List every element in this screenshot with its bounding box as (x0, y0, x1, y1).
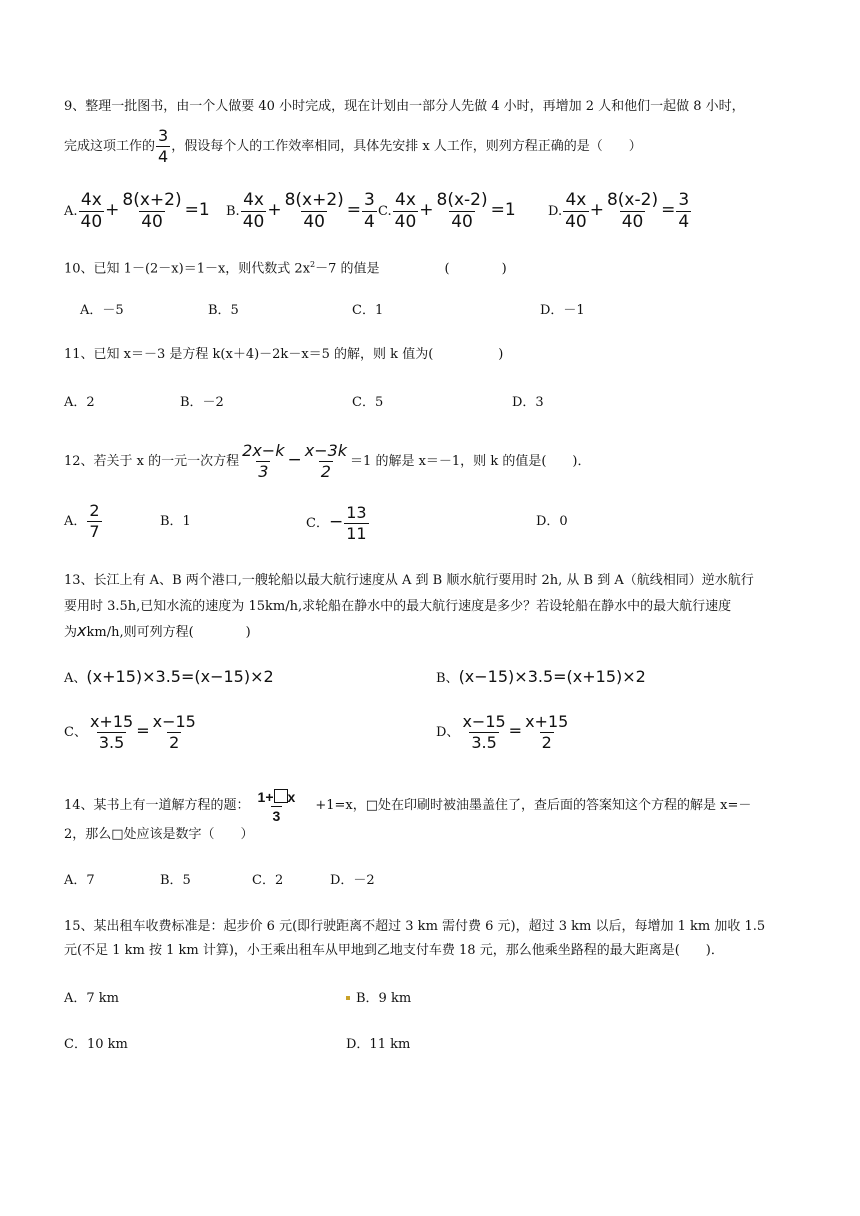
q10-stem: 10、已知 1－(2－x)＝1－x，则代数式 $2x^2-7$ 的值是 ( ) (64, 260, 507, 277)
q15-option-a: A．7 km (64, 991, 119, 1006)
q9-fraction: $\frac{3}{4}$ (158, 126, 169, 166)
q12-option-c: C．− $\frac{13}{11}$ (306, 503, 367, 543)
q9-line1: 9、整理一批图书，由一个人做要 40 小时完成，现在计划由一部分人先做 4 小时，再增加 2 人和他们一起做 8 小时， (64, 99, 745, 114)
q11-option-b: B．－2 (180, 395, 224, 410)
q9-option-d: D. $\frac{4x}{40}$ + $\frac{8(x-2)}{40}$ = $\frac{3}{4}$ (548, 190, 690, 232)
q15-option-c: C．10 km (64, 1037, 128, 1052)
q15-option-b: B．9 km (356, 991, 412, 1006)
q14-line2: 2，那么□处应该是数字（ ） (64, 827, 254, 842)
q11-option-d: D．3 (512, 395, 544, 410)
q11-stem: 11、已知 x＝－3 是方程 k(x＋4)－2k－x＝5 的解，则 k 值为( ) (64, 347, 504, 362)
q13-line1: 13、长江上有 A、B 两个港口,一艘轮船以最大航行速度从 A 到 B 顺水航行要用时 2h, 从 B 到 A（航线相同）逆水航行 (64, 573, 754, 588)
q13-line2: 要用时 3.5h,已知水流的速度为 15km/h,求轮船在静水中的最大航行速度是多少？若设轮船在静水中的最大航行速度 (64, 599, 732, 614)
stray-mark (346, 996, 350, 1000)
q12-option-b: B．1 (160, 514, 191, 529)
q13-option-d: D、 $\frac{x-15}{3.5}$ = $\frac{x+15}{2}$ (436, 712, 569, 752)
q11-option-a: A．2 (64, 395, 95, 410)
q11-option-c: C．5 (352, 395, 384, 410)
q14-option-c: C．2 (252, 873, 284, 888)
q12-option-d: D．0 (536, 514, 568, 529)
q14-option-b: B．5 (160, 873, 191, 888)
q9-option-a: A. $\frac{4x}{40}$ + $\frac{8(x+2)}{40}$ =1 (64, 190, 210, 232)
q10-option-b: B．5 (208, 303, 239, 318)
q10-option-d: D．－1 (540, 303, 585, 318)
ink-blot-box (274, 789, 288, 803)
q15-line1: 15、某出租车收费标准是：起步价 6 元(即行驶距离不超过 3 km 需付费 6 元)，超过 3 km 以后，每增加 1 km 加收 1.5 (64, 919, 766, 934)
q13-option-c: C、 $\frac{x+15}{3.5}$ = $\frac{x-15}{2}$ (64, 712, 196, 752)
q9-option-b: B. $\frac{4x}{40}$ + $\frac{8(x+2)}{40}$ = $\frac{3}{4}$ (226, 190, 375, 232)
q13-line3: 为xkm/h,则可列方程( ) (64, 621, 251, 640)
q14-option-a: A．7 (64, 873, 95, 888)
q13-option-b: B、(x−15)×3.5=(x+15)×2 (436, 667, 646, 686)
q14-option-d: D．－2 (330, 873, 375, 888)
q10-option-a: A．－5 (80, 303, 124, 318)
q15-line2: 元(不足 1 km 按 1 km 计算)，小王乘出租车从甲地到乙地支付车费 18 元，那么他乘坐路程的最大距离是( )． (64, 943, 724, 958)
q15-option-d: D．11 km (346, 1037, 411, 1052)
q9-option-c: C. $\frac{4x}{40}$ + $\frac{8(x-2)}{40}$ =1 (378, 190, 516, 232)
q13-option-a: A、(x+15)×3.5=(x−15)×2 (64, 667, 274, 686)
q12-option-a: A． $\frac{2}{7}$ (64, 501, 100, 541)
q12-stem: 12、若关于 x 的一元一次方程 $\frac{2x-k}{3}$ − $\frac{x-3k}{2}$ ＝1 的解是 x＝－1，则 k 的值是( )． (64, 441, 591, 481)
q9-line2: 完成这项工作的 $\frac{3}{4}$ ，假设每个人的工作效率相同，具体先安排 x 人工作，则列方程正确的是（ ） (64, 126, 642, 166)
q10-option-c: C．1 (352, 303, 384, 318)
q14-stem: 14、某书上有一道解方程的题： $\frac{1+ x}{3}$ +1=x，□处在印刷时被油墨盖住了，查后面的答案知这个方程的解是 x=－ (64, 788, 752, 824)
